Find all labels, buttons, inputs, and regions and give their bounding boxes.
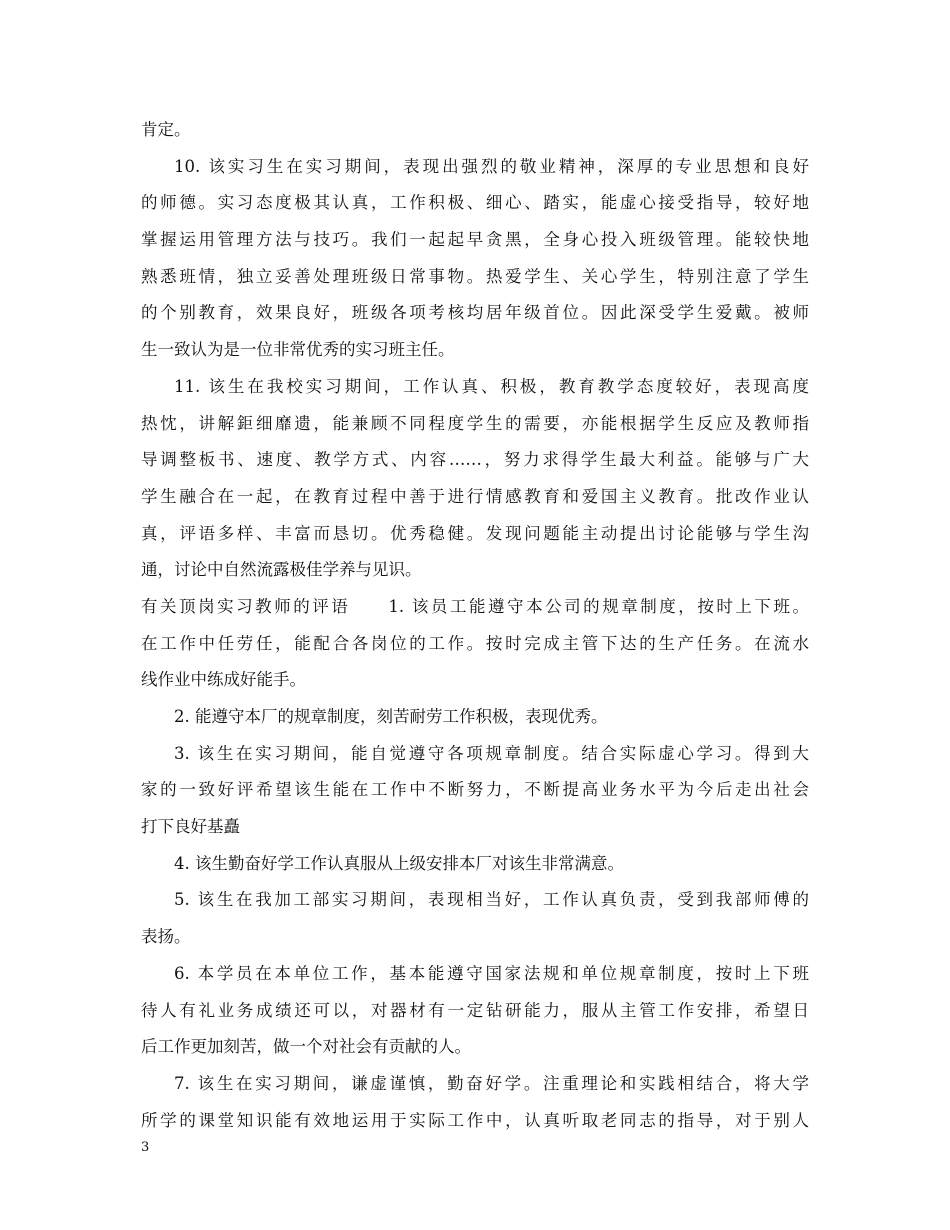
page-number: 3 — [141, 1140, 150, 1155]
text-line: 2. 能遵守本厂的规章制度，刻苦耐劳工作积极，表现优秀。 — [174, 707, 608, 726]
text-line: 肯定。 — [141, 120, 191, 139]
text-line: 学生融合在一起，在教育过程中善于进行情感教育和爱国主义教育。批改作业认 — [141, 486, 809, 506]
text-line: 家的一致好评希望该生能在工作中不断努力，不断提高业务水平为今后走出社会 — [141, 780, 809, 800]
document-body — [141, 112, 809, 1139]
text-line: 打下良好基矗 — [141, 817, 240, 837]
text-line: 6. 本学员在本单位工作，基本能遵守国家法规和单位规章制度，按时上下班 — [174, 963, 809, 983]
text-line: 熟悉班情，独立妥善处理班级日常事物。热爱学生、关心学生，特别注意了学生 — [141, 266, 809, 286]
text-line: 在工作中任劳任，能配合各岗位的工作。按时完成主管下达的生产任务。在流水 — [141, 633, 809, 653]
text-line: 的个别教育，效果良好，班级各项考核均居年级首位。因此深受学生爱戴。被师 — [141, 303, 809, 323]
text-line: 5. 该生在我加工部实习期间，表现相当好，工作认真负责，受到我部师傅的 — [174, 890, 809, 910]
text-line: 掌握运用管理方法与技巧。我们一起起早贪黑，全身心投入班级管理。能较快地 — [141, 230, 809, 250]
text-line: 10. 该实习生在实习期间，表现出强烈的敬业精神，深厚的专业思想和良好 — [174, 156, 809, 176]
text-line: 真，评语多样、丰富而恳切。优秀稳健。发现问题能主动提出讨论能够与学生沟 — [141, 523, 809, 543]
text-line: 3. 该生在实习期间，能自觉遵守各项规章制度。结合实际虚心学习。得到大 — [174, 743, 809, 763]
text-line: 4. 该生勤奋好学工作认真服从上级安排本厂对该生非常满意。 — [174, 853, 624, 873]
text-line: 导调整板书、速度、教学方式、内容……，努力求得学生最大利益。能够与广大 — [141, 450, 809, 470]
text-line: 通，讨论中自然流露极佳学养与见识。 — [141, 560, 422, 580]
text-line: 热忱，讲解鉅细靡遗，能兼顾不同程度学生的需要，亦能根据学生反应及教师指 — [141, 413, 809, 433]
text-line: 表扬。 — [141, 927, 191, 947]
text-line: 所学的课堂知识能有效地运用于实际工作中，认真听取老同志的指导，对于别人 — [141, 1110, 809, 1130]
text-line: 7. 该生在实习期间，谦虚谨慎，勤奋好学。注重理论和实践相结合，将大学 — [174, 1073, 809, 1093]
text-line: 的师德。实习态度极其认真，工作积极、细心、踏实，能虚心接受指导，较好地 — [141, 193, 809, 213]
text-line: 有关顶岗实习教师的评语 1. 该员工能遵守本公司的规章制度，按时上下班。 — [141, 596, 809, 616]
text-line: 待人有礼业务成绩还可以，对器材有一定钻研能力，服从主管工作安排，希望日 — [141, 1000, 809, 1020]
text-line: 后工作更加刻苦，做一个对社会有贡献的人。 — [141, 1037, 471, 1057]
text-line: 线作业中练成好能手。 — [141, 670, 306, 690]
text-line: 11. 该生在我校实习期间，工作认真、积极，教育教学态度较好，表现高度 — [174, 376, 809, 396]
text-line: 生一致认为是一位非常优秀的实习班主任。 — [141, 340, 455, 360]
